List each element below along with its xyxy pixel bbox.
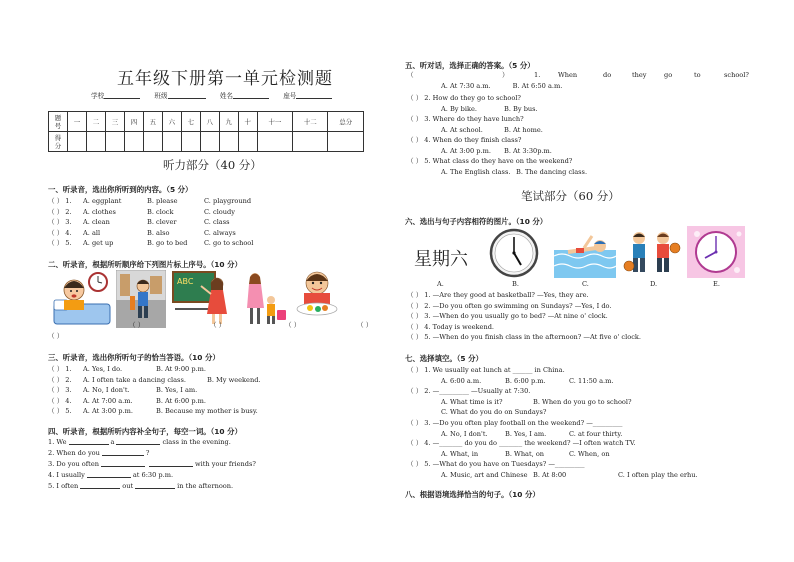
sec7-question: （ ） 5. —What do you have on Tuesdays? —_________ [407, 460, 585, 468]
option-b: B. At 9:00 p.m. [156, 365, 206, 373]
sec6-title: 六、选出与句子内容相符的图片。（10 分） [405, 217, 548, 226]
option-a: A. The English class. [441, 167, 511, 176]
sec1-item: （ ） 2. A. clothes B. clock C. cloudy [48, 207, 235, 216]
sec4-line [48, 470, 173, 480]
item-number: 5. [65, 239, 72, 247]
option: B. When do you go to school? [533, 397, 632, 406]
option: B. What, on [505, 449, 545, 458]
option-c: C. cloudy [204, 207, 235, 216]
sec4-line [48, 437, 231, 447]
col-total: 总分 [328, 112, 364, 132]
sec4-line [48, 448, 149, 458]
sec1-item: （ ） 1. A. eggplant B. please C. playground [48, 197, 252, 205]
sec3-item: （ ） 2. A. I often take a dancing class. B. My weekend. [48, 375, 261, 384]
sentence-mid: a [110, 438, 115, 446]
written-heading: 笔试部分（60 分） [521, 189, 620, 203]
sec5-question: （ ） 5. What class do they have on the weekend? [407, 157, 573, 165]
option-b: B. also [147, 228, 170, 237]
sec5-options [441, 167, 588, 177]
option: A. No, I don't. [441, 429, 488, 438]
item-number: 4. [65, 228, 72, 237]
fill-blank [116, 437, 160, 445]
option: C. When, on [569, 449, 610, 458]
class-blank [168, 91, 206, 99]
option-a: A. clothes [83, 207, 116, 216]
sentence: 4. Today is weekend. [424, 322, 495, 331]
sentence-end: at 6:30 p.m. [132, 471, 174, 479]
name-label: 姓名 [219, 92, 233, 100]
sec4-line [48, 481, 233, 491]
saturday-text: 星期六 [414, 249, 468, 270]
picture-pink-clock [687, 226, 745, 278]
question-text: 1. We usually eat lunch at ______ in China. [424, 366, 565, 374]
sentence-end: class in the evening. [162, 438, 231, 446]
sec4-line [48, 459, 256, 469]
sentence-start: 4. I usually [48, 471, 85, 479]
sec2-paren-4: （ ） [357, 321, 373, 329]
picture-basketball [621, 228, 683, 278]
option: C. at four thirty. [569, 429, 623, 438]
label-a: A. [437, 280, 444, 288]
sec3-item: （ ） 4. A. At 7:00 a.m. B. At 6:00 p.m. [48, 396, 206, 405]
question-text: 5. What class do they have on the weekend? [424, 157, 573, 165]
sec7-title: 七、选择填空。（5 分） [405, 354, 483, 363]
sec3-item: （ ） 1. A. Yes, I do. B. At 9:00 p.m. [48, 365, 206, 373]
fill-blank [80, 481, 120, 489]
option-b: B. By bus. [504, 104, 538, 113]
picture-girl-bed [52, 270, 114, 328]
sec4-title: 四、听录音，根据所听内容补全句子，每空一词。（10 分） [48, 427, 242, 436]
fill-blank [149, 459, 193, 467]
option-b: B. clock [147, 207, 174, 216]
picture-clock-five [485, 228, 543, 278]
col-5: 五 [143, 112, 162, 132]
sec7-question: （ ） 4. —_______ do you do _______ the weekend? —I often watch TV. [407, 439, 636, 447]
picture-teacher-board [171, 268, 231, 328]
option-b: B. At 3:30p.m. [504, 146, 552, 155]
col-1: 一 [68, 112, 87, 132]
sec2-paren-1: （ ） [129, 321, 145, 329]
fill-blank [135, 481, 175, 489]
label-c: C. [582, 280, 589, 288]
col-3: 三 [105, 112, 124, 132]
fill-blank [69, 437, 109, 445]
option-b: B. go to bed [147, 239, 188, 247]
seat-label: 座号 [283, 92, 297, 100]
picture-swimming [554, 230, 616, 278]
col-2: 二 [86, 112, 105, 132]
sec7-option-extra: C. What do you do on Sundays? [441, 408, 547, 416]
sec1-item: （ ） 3. A. clean B. clever C. class [48, 218, 230, 226]
sec2-paren-5: （ ） [48, 332, 64, 340]
sec1-title: 一、听录音，选出你所听到的内容。（5 分） [48, 185, 193, 194]
question-text: 3. —Do you often play football on the weekend? —_________ [424, 419, 623, 427]
sec1-item: （ ） 4. A. all B. also C. always [48, 228, 236, 237]
label-d: D. [650, 280, 658, 288]
option-c: C. playground [204, 197, 252, 205]
col-11: 十一 [257, 112, 292, 132]
item-number: 1. [65, 197, 72, 205]
seat-blank [296, 91, 332, 99]
option-a: A. At 3:00 p.m. [441, 146, 491, 155]
item-number: 2. [65, 375, 72, 384]
sec6-item: （ ） 5. —When do you finish class in the afternoon? —At five o' clock. [407, 333, 641, 341]
school-blank [104, 91, 140, 99]
sec6-item: （ ） 3. —When do you usually go to bed? —At nine o' clock. [407, 312, 608, 320]
sec7-question: （ ） 1. We usually eat lunch at ______ in China. [407, 366, 565, 374]
sec3-title: 三、听录音，选出你所听句子的恰当答语。（10 分） [48, 353, 220, 362]
sec1-item: （ ） 5. A. get up B. go to bed C. go to school [48, 239, 254, 247]
option-a: A. Yes, I do. [83, 365, 123, 373]
sec7-question: （ ） 2. —_________ —Usually at 7:30. [407, 387, 531, 395]
option-b: B. The dancing class. [516, 167, 588, 176]
sec2-title: 二、听录音，根据所听顺序给下列图片标上序号。（10 分） [48, 260, 242, 269]
board-text: ABC [177, 277, 194, 286]
score-label: 得 分 [49, 132, 68, 152]
student-info [91, 91, 332, 101]
score-table [48, 111, 364, 152]
option-c: C. class [204, 218, 230, 226]
sentence-end: in the afternoon. [177, 482, 234, 490]
sec5-q1-options: A. At 7:30 a.m. B. At 6:50 a.m. [441, 82, 563, 90]
option-a: A. I often take a dancing class. [83, 375, 186, 384]
sentence: 5. —When do you finish class in the afternoon? —At five o' clock. [424, 333, 641, 341]
option: C. 11:50 a.m. [569, 376, 614, 385]
option-c: C. go to school [204, 239, 254, 247]
option-a: A. At school. [441, 125, 483, 134]
option: B. 6:00 p.m. [505, 376, 546, 385]
option-b: B. please [147, 197, 178, 205]
col-8: 八 [200, 112, 219, 132]
sentence: 3. —When do you usually go to bed? —At nine o' clock. [424, 312, 608, 320]
item-number: 4. [65, 396, 72, 405]
option-b: B. Because my mother is busy. [156, 407, 258, 415]
col-12: 十二 [293, 112, 328, 132]
option-b: B. My weekend. [207, 375, 261, 384]
sec5-options [441, 104, 538, 114]
sec6-item: （ ） 1. —Are they good at basketball? —Yes, they are. [407, 291, 589, 299]
sentence: 1. —Are they good at basketball? —Yes, they are. [424, 291, 589, 299]
sec6-item: （ ） 2. —Do you often go swimming on Sundays? —Yes, I do. [407, 301, 612, 310]
sec5-question: （ ） 3. Where do they have lunch? [407, 115, 524, 123]
option: C. I often play the erhu. [618, 470, 698, 479]
option-a: A. all [83, 228, 101, 237]
sentence-start: 2. When do you [48, 449, 100, 457]
sec6-item: （ ） 4. Today is weekend. [407, 322, 495, 331]
sentence-start: 3. Do you often [48, 460, 99, 468]
sec7-question: （ ） 3. —Do you often play football on the weekend? —_________ [407, 419, 623, 427]
option: B. At 8:00 [533, 470, 567, 479]
sentence-end: with your friends? [195, 460, 256, 468]
option-a: A. get up [83, 239, 114, 247]
name-blank [233, 91, 269, 99]
question-text: 4. When do they finish class? [424, 136, 522, 144]
col-9: 九 [219, 112, 238, 132]
sentence: 2. —Do you often go swimming on Sundays? —Yes, I do. [424, 301, 612, 310]
label-e: E. [713, 280, 720, 288]
option-a: A. eggplant [83, 197, 122, 205]
sentence-end: ? [145, 449, 150, 457]
col-6: 六 [162, 112, 181, 132]
option-b: B. Yes, I am. [156, 386, 198, 394]
option: A. Music, art and Chinese [441, 470, 528, 479]
option-b: B. At home. [504, 125, 543, 134]
item-number: 3. [65, 218, 72, 226]
header-label: 题 号 [49, 112, 68, 132]
question-text: 2. How do they go to school? [424, 94, 521, 102]
option: B. Yes, I am. [505, 429, 547, 438]
sec2-paren-2: （ ） [210, 321, 226, 329]
question-text: 5. —What do you have on Tuesdays? —_________ [424, 460, 585, 468]
picture-shopping [239, 270, 287, 328]
school-label: 学校 [91, 92, 105, 100]
sec5-title: 五、听对话，选择正确的答案。（5 分） [405, 61, 535, 70]
sec5-options [441, 125, 543, 135]
fill-blank [101, 459, 145, 467]
label-b: B. [512, 280, 519, 288]
option-a: A. At 7:00 a.m. [83, 396, 133, 405]
sentence-start: 5. I often [48, 482, 79, 490]
option-a: A. clean [83, 218, 110, 226]
option-a: A. By bike. [441, 104, 477, 113]
question-text: 3. Where do they have lunch? [424, 115, 524, 123]
option-b: B. At 6:00 p.m. [156, 396, 206, 405]
sentence-mid: out [122, 482, 134, 490]
option: A. 6:00 a.m. [441, 376, 482, 385]
col-10: 十 [238, 112, 257, 132]
item-number: 2. [65, 207, 72, 216]
question-text: 2. —_________ —Usually at 7:30. [424, 387, 531, 395]
fill-blank [102, 448, 144, 456]
sec5-options [441, 146, 552, 156]
option: A. What time is it? [441, 397, 503, 406]
sec5-question: （ ） 4. When do they finish class? [407, 136, 522, 144]
fill-blank [87, 470, 131, 478]
item-number: 3. [65, 386, 72, 394]
class-label: 班级 [154, 92, 168, 100]
option: A. What, in [441, 449, 479, 458]
option-c: C. always [204, 228, 236, 237]
page-title: 五年级下册第一单元检测题 [117, 69, 333, 89]
col-4: 四 [124, 112, 143, 132]
picture-boy-eating [294, 269, 340, 317]
sec8-title: 八、根据语境选择恰当的句子。（10 分） [405, 490, 540, 499]
sec5-question: （ ） 2. How do they go to school? [407, 94, 521, 102]
col-7: 七 [181, 112, 200, 132]
sec2-paren-3: （ ） [285, 321, 301, 329]
sec3-item: （ ） 5. A. At 3:00 p.m. B. Because my mother is busy. [48, 407, 258, 415]
option-a: A. No, I don't. [83, 386, 130, 394]
sec3-item: （ ） 3. A. No, I don't. B. Yes, I am. [48, 386, 198, 394]
option-a: A. At 3:00 p.m. [83, 407, 133, 415]
question-text: 4. —_______ do you do _______ the weekend? —I often watch TV. [424, 439, 636, 447]
item-number: 5. [65, 407, 72, 415]
sentence-start: 1. We [48, 438, 67, 446]
item-number: 1. [65, 365, 72, 373]
option-b: B. clever [147, 218, 177, 226]
listening-heading: 听力部分（40 分） [163, 158, 262, 172]
